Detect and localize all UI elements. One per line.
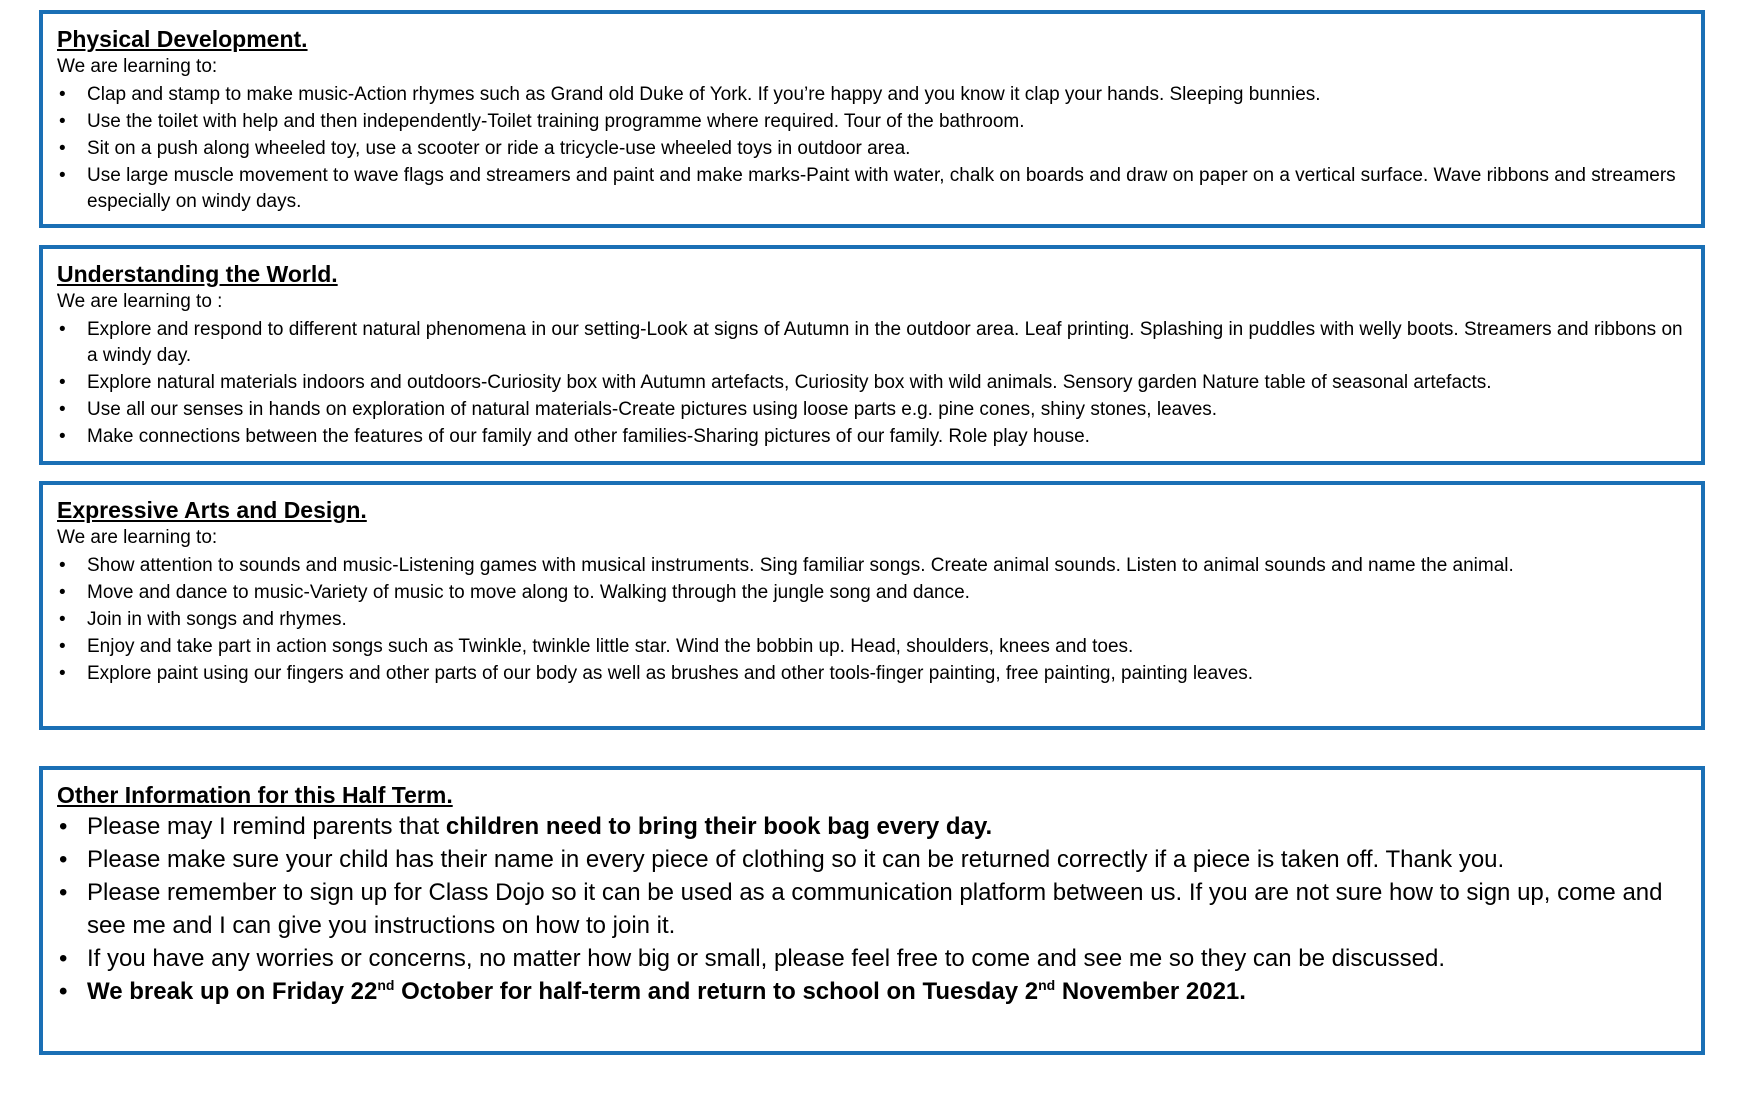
list-item (57, 634, 1687, 660)
bullet-icon: • (59, 582, 66, 603)
list-item (57, 109, 1687, 135)
bullet-icon: • (59, 84, 66, 105)
list-item-text: Use all our senses in hands on exploration of natural materials-Create pictures using loose parts e.g. pine cones, shiny stones, leaves. (87, 399, 1218, 420)
list-item-text: Use the toilet with help and then independently-Toilet training programme where required. Tour of the bathroom. (87, 111, 1025, 132)
book-bag-reminder-text: Please may I remind parents that (87, 813, 446, 840)
physical-development-intro: We are learning to: (57, 56, 218, 77)
bullet-icon: • (59, 945, 68, 972)
bullet-icon: • (59, 399, 66, 420)
list-item (57, 942, 1687, 975)
bullet-icon: • (59, 609, 66, 630)
list-item (57, 975, 1687, 1008)
half-term-dates-ordinal2: nd (1038, 977, 1056, 993)
understanding-world-box (39, 245, 1705, 465)
list-item (57, 553, 1687, 579)
list-item (57, 810, 1687, 843)
bullet-icon: • (59, 846, 68, 873)
physical-development-box (39, 10, 1705, 228)
list-item (57, 397, 1687, 423)
bullet-icon: • (59, 663, 66, 684)
other-information-heading: Other Information for this Half Term. (57, 782, 453, 808)
list-item-text: Use large muscle movement to wave flags and streamers and paint and make marks-Paint with water, chalk on boards and draw on paper on a vertical surface. Wave ribbons and streamers especially on windy days. (87, 165, 1676, 212)
bullet-icon: • (59, 636, 66, 657)
list-item (57, 580, 1687, 606)
bullet-icon: • (59, 138, 66, 159)
list-item (57, 82, 1687, 108)
understanding-world-list (57, 317, 1687, 450)
other-information-list (57, 810, 1687, 1008)
bullet-icon: • (59, 319, 66, 340)
list-item (57, 424, 1687, 450)
expressive-arts-intro: We are learning to: (57, 527, 218, 548)
class-dojo-text: Please remember to sign up for Class Dojo so it can be used as a communication platform between us. If you are not sure how to sign up, come and see me and I can give you instructions on how to join it. (87, 879, 1663, 939)
bullet-icon: • (59, 165, 66, 186)
half-term-dates-part3: November 2021. (1055, 978, 1246, 1005)
bullet-icon: • (59, 978, 68, 1005)
list-item-text: Make connections between the features of our family and other families-Sharing pictures of our family. Role play house. (87, 426, 1090, 447)
bullet-icon: • (59, 879, 68, 906)
list-item (57, 661, 1687, 687)
bullet-icon: • (59, 426, 66, 447)
list-item-text: Explore paint using our fingers and other parts of our body as well as brushes and other tools-finger painting, free painting, painting leaves. (87, 663, 1254, 684)
bullet-icon: • (59, 111, 66, 132)
list-item-text: Enjoy and take part in action songs such as Twinkle, twinkle little star. Wind the bobbin up. Head, shoulders, knees and toes. (87, 636, 1134, 657)
bullet-icon: • (59, 813, 68, 840)
bullet-icon: • (59, 555, 66, 576)
expressive-arts-heading: Expressive Arts and Design. (57, 497, 367, 523)
expressive-arts-box (39, 481, 1705, 730)
half-term-dates-part1: We break up on Friday 22 (87, 978, 378, 1005)
list-item (57, 843, 1687, 876)
list-item (57, 317, 1687, 369)
list-item-text: Join in with songs and rhymes. (87, 609, 347, 630)
list-item-text: Move and dance to music-Variety of music to move along to. Walking through the jungle song and dance. (87, 582, 970, 603)
clothing-name-text: Please make sure your child has their name in every piece of clothing so it can be returned correctly if a piece is taken off. Thank you. (87, 846, 1505, 873)
half-term-dates-part2: October for half-term and return to school on Tuesday 2 (394, 978, 1039, 1005)
list-item-text: Sit on a push along wheeled toy, use a scooter or ride a tricycle-use wheeled toys in outdoor area. (87, 138, 911, 159)
list-item (57, 136, 1687, 162)
understanding-world-heading: Understanding the World. (57, 261, 338, 287)
list-item-text: Clap and stamp to make music-Action rhymes such as Grand old Duke of York. If you’re happy and you know it clap your hands. Sleeping bunnies. (87, 84, 1321, 105)
half-term-dates-ordinal1: nd (377, 977, 395, 993)
understanding-world-intro: We are learning to : (57, 291, 223, 312)
list-item (57, 163, 1687, 215)
list-item-text: Explore natural materials indoors and outdoors-Curiosity box with Autumn artefacts, Curiosity box with wild animals. Sensory garden Nature table of seasonal artefacts. (87, 372, 1492, 393)
physical-development-list (57, 82, 1687, 215)
bullet-icon: • (59, 372, 66, 393)
list-item (57, 607, 1687, 633)
other-information-box (39, 766, 1705, 1055)
list-item (57, 370, 1687, 396)
list-item (57, 876, 1687, 942)
list-item-text: Show attention to sounds and music-Listening games with musical instruments. Sing familiar songs. Create animal sounds. Listen to animal sounds and name the animal. (87, 555, 1514, 576)
worries-concerns-text: If you have any worries or concerns, no matter how big or small, please feel free to come and see me so they can be discussed. (87, 945, 1446, 972)
list-item-text: Explore and respond to different natural phenomena in our setting-Look at signs of Autumn in the outdoor area. Leaf printing. Splashing in puddles with welly boots. Streamers and ribbons on a windy day. (87, 319, 1683, 366)
physical-development-heading: Physical Development. (57, 26, 308, 52)
book-bag-reminder-emphasis: children need to bring their book bag every day. (445, 813, 993, 840)
expressive-arts-list (57, 553, 1687, 687)
